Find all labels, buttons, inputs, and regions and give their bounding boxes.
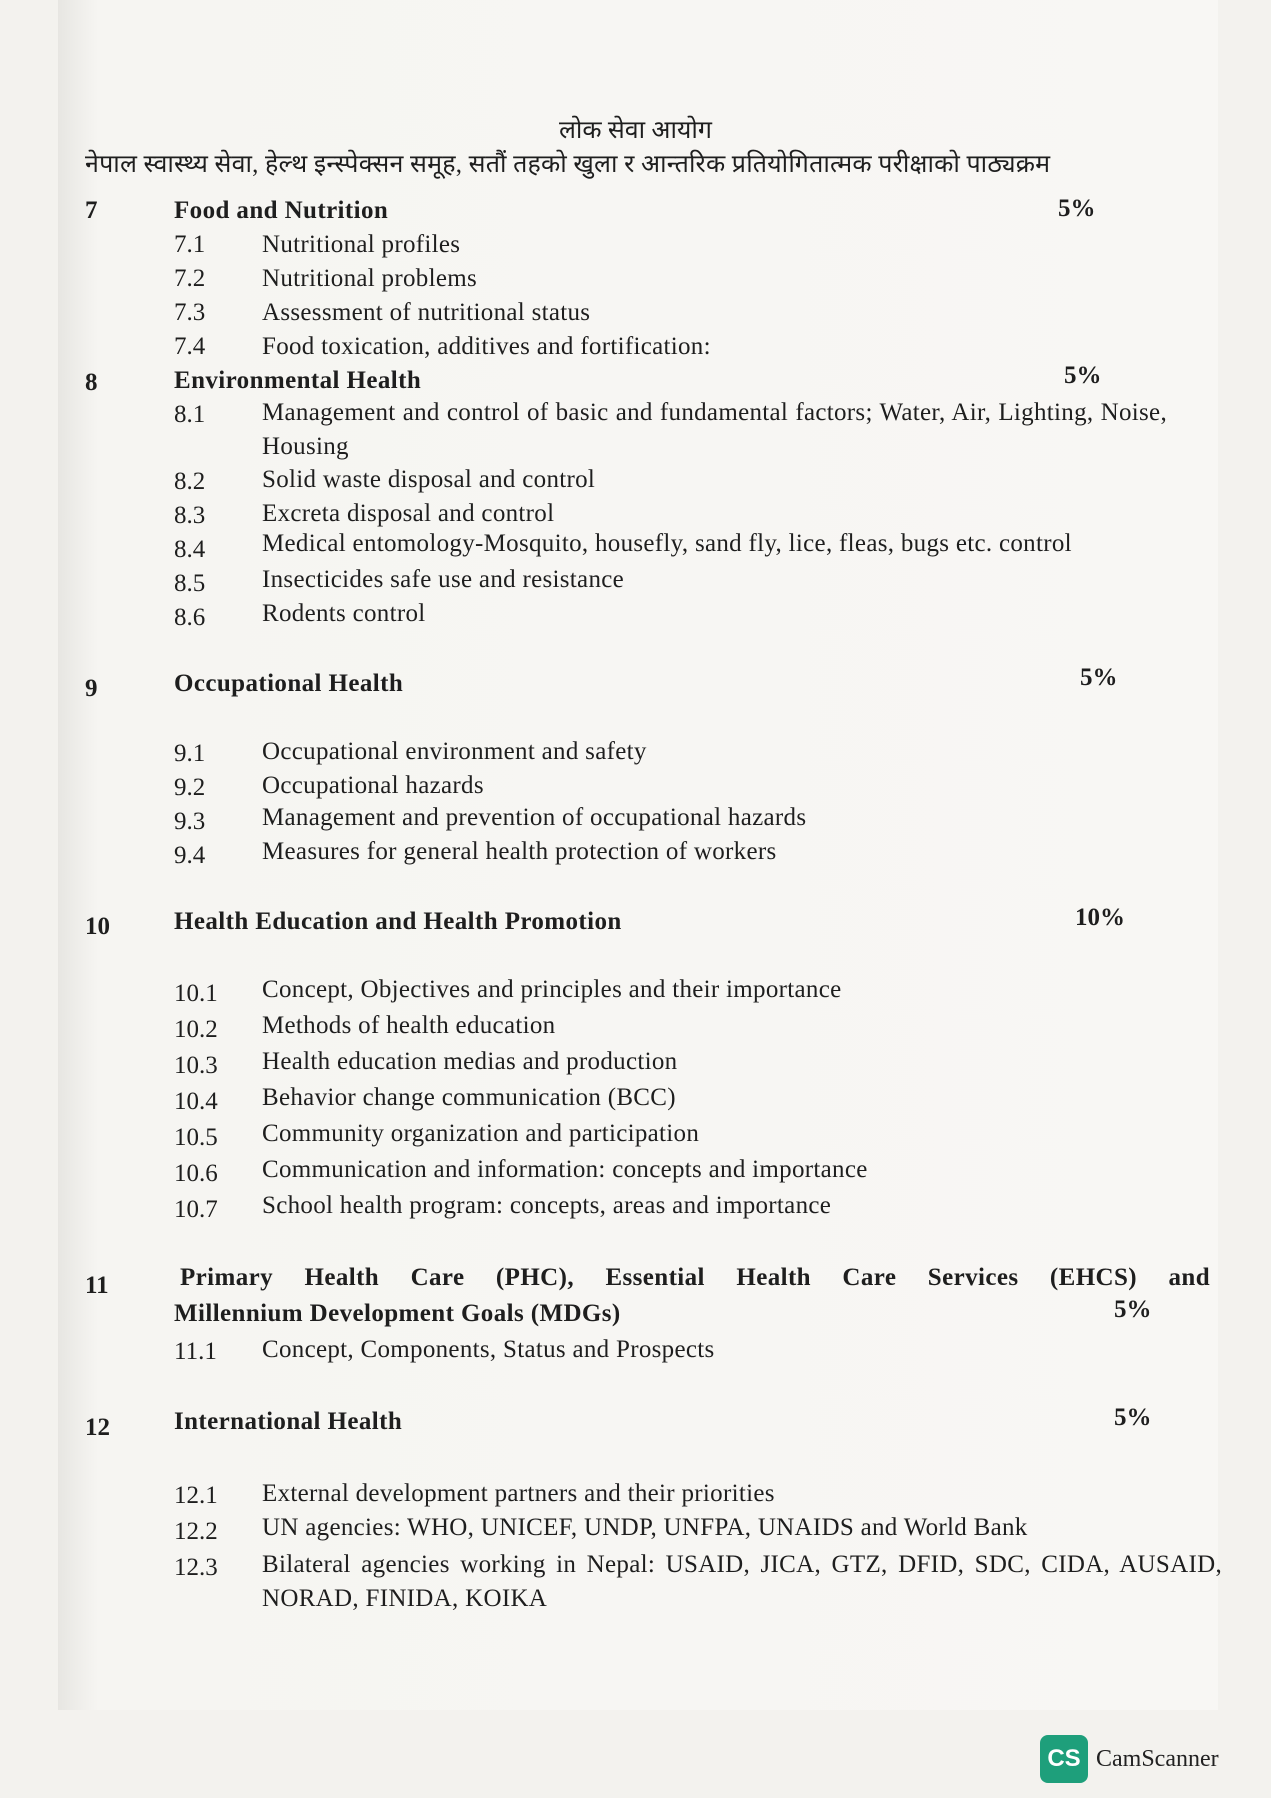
item-number: 10.3 (174, 1052, 218, 1079)
item-number: 12.1 (174, 1482, 218, 1509)
section-title-line2: Millennium Development Goals (MDGs) (174, 1300, 621, 1327)
item-text: Occupational hazards (262, 772, 484, 799)
page-header-commission: लोक सेवा आयोग (558, 117, 712, 144)
item-number: 7.4 (174, 333, 206, 360)
item-text: Occupational environment and safety (262, 738, 647, 765)
item-number: 10.4 (174, 1088, 218, 1115)
item-number: 8.2 (174, 468, 206, 495)
item-number: 10.1 (174, 980, 218, 1007)
camscanner-label: CamScanner (1096, 1745, 1219, 1772)
item-number: 8.5 (174, 570, 206, 597)
section-title: Occupational Health (174, 670, 404, 697)
item-number: 10.2 (174, 1016, 218, 1043)
item-text: Management and control of basic and fundamental factors; Water, Air, Lighting, Noise, Housing (262, 399, 1167, 460)
section-title: Environmental Health (174, 367, 422, 394)
item-number: 9.3 (174, 808, 206, 835)
item-number: 8.4 (174, 536, 206, 563)
item-text: Excreta disposal and control (262, 500, 555, 527)
item-text: Assessment of nutritional status (262, 299, 591, 326)
item-text: Medical entomology-Mosquito, housefly, sand fly, lice, fleas, bugs etc. control (262, 530, 1072, 557)
item-text: Behavior change communication (BCC) (262, 1084, 676, 1111)
camscanner-watermark (1040, 1735, 1219, 1783)
item-text: Health education medias and production (262, 1048, 678, 1075)
item-number: 12.2 (174, 1518, 218, 1545)
item-number: 8.3 (174, 502, 206, 529)
section-weight: 5% (1080, 664, 1118, 691)
item-number: 7.3 (174, 299, 206, 326)
item-text: External development partners and their priorities (262, 1480, 775, 1507)
section-weight: 5% (1064, 362, 1102, 389)
item-number: 10.5 (174, 1124, 218, 1151)
item-number: 9.2 (174, 774, 206, 801)
section-number: 11 (85, 1272, 109, 1299)
section-weight: 10% (1075, 904, 1125, 931)
item-number: 7.1 (174, 231, 206, 258)
item-number: 11.1 (174, 1338, 217, 1365)
item-text: Nutritional profiles (262, 231, 461, 258)
section-number: 9 (85, 675, 98, 702)
item-number: 10.6 (174, 1160, 218, 1187)
section-weight: 5% (1114, 1404, 1152, 1431)
section-title: International Health (174, 1408, 403, 1435)
item-number: 10.7 (174, 1196, 218, 1223)
item-number: 7.2 (174, 265, 206, 292)
section-number: 8 (85, 369, 98, 396)
item-text: Nutritional problems (262, 265, 477, 292)
item-number: 8.6 (174, 604, 206, 631)
item-text: Rodents control (262, 600, 426, 627)
item-text: Concept, Components, Status and Prospects (262, 1336, 715, 1363)
item-text: Insecticides safe use and resistance (262, 566, 625, 593)
item-text: Food toxication, additives and fortification: (262, 333, 711, 360)
section-title: Health Education and Health Promotion (174, 908, 622, 935)
item-text: UN agencies: WHO, UNICEF, UNDP, UNFPA, UNAIDS and World Bank (262, 1514, 1028, 1541)
item-text: Management and prevention of occupational hazards (262, 804, 807, 831)
section-number: 12 (85, 1414, 110, 1441)
item-text: School health program: concepts, areas and importance (262, 1192, 832, 1219)
section-number: 10 (85, 913, 110, 940)
item-text: Solid waste disposal and control (262, 466, 596, 493)
page-header-syllabus: नेपाल स्वास्थ्य सेवा, हेल्थ इन्स्पेक्सन समूह, सतौं तहको खुला र आन्तरिक प्रतियोगितात्मक परीक्षाको पाठ्यक्रम (85, 151, 1051, 178)
item-text: Methods of health education (262, 1012, 556, 1039)
item-text: Measures for general health protection of workers (262, 838, 777, 865)
item-text: Concept, Objectives and principles and their importance (262, 976, 842, 1003)
section-number: 7 (85, 197, 98, 224)
item-number: 9.1 (174, 740, 206, 767)
section-title: Food and Nutrition (174, 197, 389, 224)
item-number: 9.4 (174, 842, 206, 869)
item-text: Communication and information: concepts and importance (262, 1156, 868, 1183)
item-number: 8.1 (174, 401, 206, 428)
section-weight: 5% (1114, 1296, 1152, 1323)
section-weight: 5% (1058, 195, 1096, 222)
item-number: 12.3 (174, 1554, 218, 1581)
section-title-line1: Primary Health Care (PHC), Essential Health Care Services (EHCS) and (180, 1264, 1210, 1291)
item-text: Community organization and participation (262, 1120, 700, 1147)
camscanner-logo-icon: CS (1040, 1735, 1088, 1783)
item-text: Bilateral agencies working in Nepal: USAID, JICA, GTZ, DFID, SDC, CIDA, AUSAID, NORAD, FINIDA, KOIKA (262, 1551, 1222, 1612)
